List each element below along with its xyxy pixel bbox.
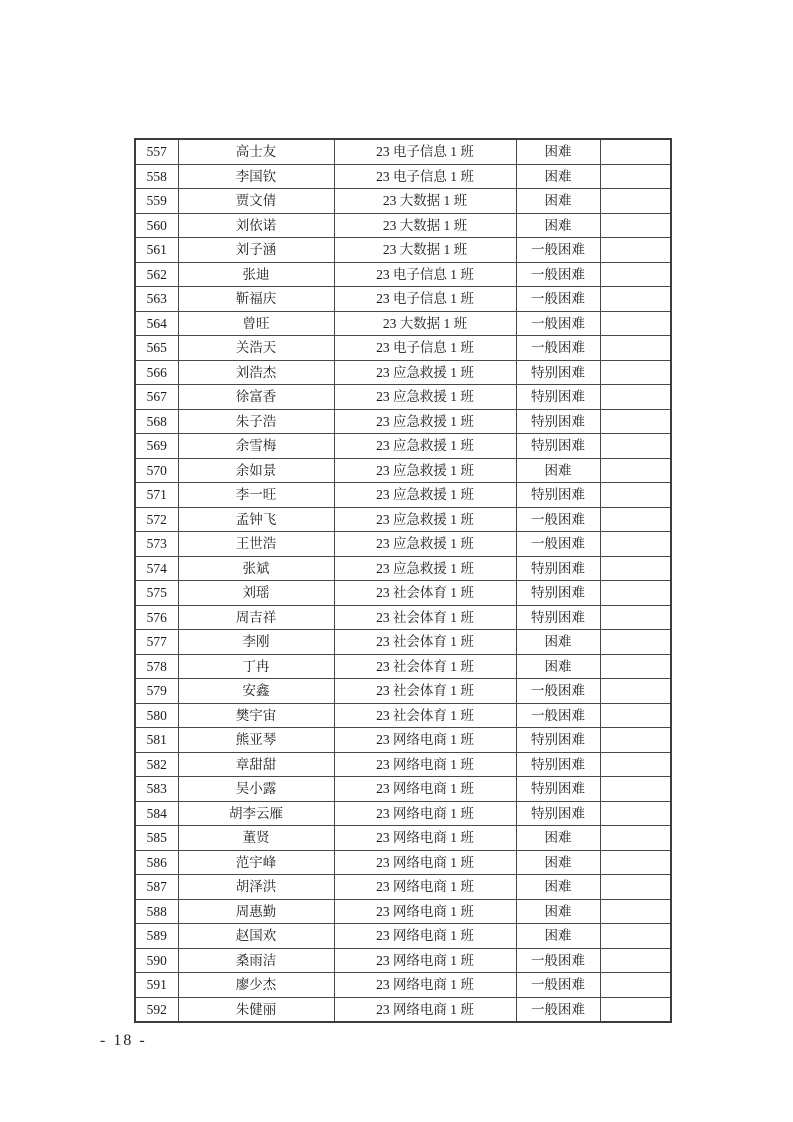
cell-class: 23 应急救援 1 班 bbox=[334, 409, 516, 434]
cell-level: 困难 bbox=[516, 630, 600, 655]
cell-class: 23 电子信息 1 班 bbox=[334, 287, 516, 312]
table-row bbox=[135, 434, 671, 459]
cell-blank bbox=[600, 262, 671, 287]
cell-blank bbox=[600, 360, 671, 385]
cell-level: 特别困难 bbox=[516, 434, 600, 459]
table-row bbox=[135, 164, 671, 189]
cell-blank bbox=[600, 630, 671, 655]
table-row bbox=[135, 728, 671, 753]
cell-name: 樊宇宙 bbox=[178, 703, 334, 728]
cell-blank bbox=[600, 948, 671, 973]
table-row bbox=[135, 483, 671, 508]
cell-blank bbox=[600, 973, 671, 998]
cell-level: 一般困难 bbox=[516, 997, 600, 1022]
table-row bbox=[135, 213, 671, 238]
cell-level: 特别困难 bbox=[516, 801, 600, 826]
cell-level: 一般困难 bbox=[516, 287, 600, 312]
cell-class: 23 应急救援 1 班 bbox=[334, 458, 516, 483]
cell-no: 565 bbox=[135, 336, 178, 361]
cell-name: 赵国欢 bbox=[178, 924, 334, 949]
table-row bbox=[135, 311, 671, 336]
cell-blank bbox=[600, 752, 671, 777]
cell-no: 561 bbox=[135, 238, 178, 263]
cell-blank bbox=[600, 703, 671, 728]
cell-level: 特别困难 bbox=[516, 360, 600, 385]
cell-blank bbox=[600, 605, 671, 630]
table-row bbox=[135, 777, 671, 802]
table-row bbox=[135, 605, 671, 630]
cell-name: 廖少杰 bbox=[178, 973, 334, 998]
table-row bbox=[135, 801, 671, 826]
cell-level: 困难 bbox=[516, 458, 600, 483]
cell-name: 周吉祥 bbox=[178, 605, 334, 630]
cell-no: 591 bbox=[135, 973, 178, 998]
cell-blank bbox=[600, 164, 671, 189]
table-row bbox=[135, 189, 671, 214]
cell-name: 张迪 bbox=[178, 262, 334, 287]
cell-no: 580 bbox=[135, 703, 178, 728]
cell-class: 23 应急救援 1 班 bbox=[334, 483, 516, 508]
cell-no: 579 bbox=[135, 679, 178, 704]
cell-class: 23 大数据 1 班 bbox=[334, 189, 516, 214]
table-row bbox=[135, 507, 671, 532]
cell-blank bbox=[600, 189, 671, 214]
cell-name: 章甜甜 bbox=[178, 752, 334, 777]
cell-class: 23 电子信息 1 班 bbox=[334, 139, 516, 164]
cell-no: 568 bbox=[135, 409, 178, 434]
cell-name: 桑雨洁 bbox=[178, 948, 334, 973]
cell-blank bbox=[600, 899, 671, 924]
table-row bbox=[135, 139, 671, 164]
cell-level: 特别困难 bbox=[516, 777, 600, 802]
cell-name: 安鑫 bbox=[178, 679, 334, 704]
table-row bbox=[135, 679, 671, 704]
cell-blank bbox=[600, 850, 671, 875]
cell-name: 李一旺 bbox=[178, 483, 334, 508]
cell-no: 569 bbox=[135, 434, 178, 459]
table-row bbox=[135, 654, 671, 679]
table-row bbox=[135, 556, 671, 581]
cell-class: 23 大数据 1 班 bbox=[334, 238, 516, 263]
cell-class: 23 社会体育 1 班 bbox=[334, 630, 516, 655]
cell-class: 23 应急救援 1 班 bbox=[334, 556, 516, 581]
table-row bbox=[135, 973, 671, 998]
cell-blank bbox=[600, 336, 671, 361]
table-row bbox=[135, 826, 671, 851]
cell-blank bbox=[600, 483, 671, 508]
cell-name: 李国钦 bbox=[178, 164, 334, 189]
cell-no: 577 bbox=[135, 630, 178, 655]
cell-class: 23 社会体育 1 班 bbox=[334, 605, 516, 630]
cell-blank bbox=[600, 213, 671, 238]
cell-level: 特别困难 bbox=[516, 556, 600, 581]
table-row bbox=[135, 409, 671, 434]
table-row bbox=[135, 875, 671, 900]
cell-class: 23 网络电商 1 班 bbox=[334, 728, 516, 753]
cell-level: 一般困难 bbox=[516, 507, 600, 532]
cell-blank bbox=[600, 679, 671, 704]
cell-no: 584 bbox=[135, 801, 178, 826]
table-row bbox=[135, 581, 671, 606]
cell-level: 一般困难 bbox=[516, 703, 600, 728]
cell-no: 587 bbox=[135, 875, 178, 900]
cell-name: 靳福庆 bbox=[178, 287, 334, 312]
cell-blank bbox=[600, 311, 671, 336]
cell-no: 581 bbox=[135, 728, 178, 753]
cell-level: 困难 bbox=[516, 850, 600, 875]
table-row bbox=[135, 924, 671, 949]
cell-class: 23 网络电商 1 班 bbox=[334, 899, 516, 924]
cell-name: 徐富香 bbox=[178, 385, 334, 410]
cell-no: 592 bbox=[135, 997, 178, 1022]
cell-no: 563 bbox=[135, 287, 178, 312]
table-row bbox=[135, 997, 671, 1022]
cell-no: 589 bbox=[135, 924, 178, 949]
cell-no: 558 bbox=[135, 164, 178, 189]
cell-class: 23 社会体育 1 班 bbox=[334, 679, 516, 704]
table-row bbox=[135, 532, 671, 557]
cell-no: 588 bbox=[135, 899, 178, 924]
cell-name: 熊亚琴 bbox=[178, 728, 334, 753]
cell-level: 一般困难 bbox=[516, 973, 600, 998]
cell-name: 关浩天 bbox=[178, 336, 334, 361]
cell-level: 一般困难 bbox=[516, 262, 600, 287]
cell-blank bbox=[600, 801, 671, 826]
cell-no: 566 bbox=[135, 360, 178, 385]
cell-name: 刘依诺 bbox=[178, 213, 334, 238]
cell-no: 578 bbox=[135, 654, 178, 679]
cell-no: 560 bbox=[135, 213, 178, 238]
table-row bbox=[135, 752, 671, 777]
cell-class: 23 电子信息 1 班 bbox=[334, 262, 516, 287]
student-table-body bbox=[135, 139, 671, 1022]
cell-class: 23 应急救援 1 班 bbox=[334, 434, 516, 459]
cell-level: 困难 bbox=[516, 164, 600, 189]
table-row bbox=[135, 360, 671, 385]
cell-class: 23 大数据 1 班 bbox=[334, 311, 516, 336]
cell-blank bbox=[600, 654, 671, 679]
cell-name: 范宇峰 bbox=[178, 850, 334, 875]
table-row bbox=[135, 287, 671, 312]
cell-no: 567 bbox=[135, 385, 178, 410]
table-row bbox=[135, 385, 671, 410]
cell-blank bbox=[600, 532, 671, 557]
cell-name: 胡泽洪 bbox=[178, 875, 334, 900]
cell-no: 570 bbox=[135, 458, 178, 483]
cell-level: 特别困难 bbox=[516, 385, 600, 410]
cell-blank bbox=[600, 556, 671, 581]
table-row bbox=[135, 262, 671, 287]
cell-name: 曾旺 bbox=[178, 311, 334, 336]
cell-level: 特别困难 bbox=[516, 581, 600, 606]
cell-no: 559 bbox=[135, 189, 178, 214]
student-table bbox=[134, 138, 672, 1023]
cell-level: 一般困难 bbox=[516, 311, 600, 336]
cell-level: 一般困难 bbox=[516, 336, 600, 361]
page-number: - 18 - bbox=[100, 1032, 147, 1049]
cell-no: 572 bbox=[135, 507, 178, 532]
table-row bbox=[135, 703, 671, 728]
cell-blank bbox=[600, 287, 671, 312]
cell-level: 一般困难 bbox=[516, 532, 600, 557]
cell-class: 23 大数据 1 班 bbox=[334, 213, 516, 238]
cell-no: 557 bbox=[135, 139, 178, 164]
cell-blank bbox=[600, 458, 671, 483]
cell-blank bbox=[600, 777, 671, 802]
cell-no: 590 bbox=[135, 948, 178, 973]
cell-class: 23 网络电商 1 班 bbox=[334, 997, 516, 1022]
cell-blank bbox=[600, 238, 671, 263]
cell-name: 王世浩 bbox=[178, 532, 334, 557]
cell-level: 一般困难 bbox=[516, 948, 600, 973]
cell-name: 胡李云雁 bbox=[178, 801, 334, 826]
cell-class: 23 网络电商 1 班 bbox=[334, 752, 516, 777]
cell-no: 575 bbox=[135, 581, 178, 606]
cell-name: 张斌 bbox=[178, 556, 334, 581]
cell-class: 23 应急救援 1 班 bbox=[334, 507, 516, 532]
cell-blank bbox=[600, 826, 671, 851]
cell-blank bbox=[600, 507, 671, 532]
cell-no: 582 bbox=[135, 752, 178, 777]
cell-blank bbox=[600, 139, 671, 164]
cell-no: 585 bbox=[135, 826, 178, 851]
cell-name: 余雪梅 bbox=[178, 434, 334, 459]
cell-level: 特别困难 bbox=[516, 409, 600, 434]
cell-name: 朱健丽 bbox=[178, 997, 334, 1022]
cell-name: 高士友 bbox=[178, 139, 334, 164]
cell-blank bbox=[600, 875, 671, 900]
cell-name: 朱子浩 bbox=[178, 409, 334, 434]
table-row bbox=[135, 630, 671, 655]
cell-no: 576 bbox=[135, 605, 178, 630]
cell-name: 余如景 bbox=[178, 458, 334, 483]
cell-blank bbox=[600, 728, 671, 753]
cell-class: 23 社会体育 1 班 bbox=[334, 654, 516, 679]
cell-class: 23 网络电商 1 班 bbox=[334, 948, 516, 973]
cell-blank bbox=[600, 409, 671, 434]
cell-blank bbox=[600, 385, 671, 410]
cell-level: 一般困难 bbox=[516, 238, 600, 263]
table-row bbox=[135, 948, 671, 973]
cell-class: 23 社会体育 1 班 bbox=[334, 703, 516, 728]
table-row bbox=[135, 238, 671, 263]
cell-class: 23 应急救援 1 班 bbox=[334, 532, 516, 557]
cell-class: 23 应急救援 1 班 bbox=[334, 360, 516, 385]
cell-class: 23 网络电商 1 班 bbox=[334, 850, 516, 875]
cell-name: 贾文倩 bbox=[178, 189, 334, 214]
cell-class: 23 网络电商 1 班 bbox=[334, 973, 516, 998]
cell-no: 583 bbox=[135, 777, 178, 802]
cell-no: 571 bbox=[135, 483, 178, 508]
cell-blank bbox=[600, 434, 671, 459]
cell-level: 特别困难 bbox=[516, 483, 600, 508]
cell-name: 周惠勤 bbox=[178, 899, 334, 924]
cell-class: 23 电子信息 1 班 bbox=[334, 336, 516, 361]
cell-level: 困难 bbox=[516, 899, 600, 924]
cell-name: 吴小露 bbox=[178, 777, 334, 802]
cell-level: 困难 bbox=[516, 875, 600, 900]
cell-name: 李刚 bbox=[178, 630, 334, 655]
cell-class: 23 电子信息 1 班 bbox=[334, 164, 516, 189]
cell-name: 刘子涵 bbox=[178, 238, 334, 263]
cell-name: 孟钟飞 bbox=[178, 507, 334, 532]
cell-level: 特别困难 bbox=[516, 605, 600, 630]
table-row bbox=[135, 850, 671, 875]
table-row bbox=[135, 899, 671, 924]
cell-name: 董贤 bbox=[178, 826, 334, 851]
table-row bbox=[135, 336, 671, 361]
cell-name: 刘浩杰 bbox=[178, 360, 334, 385]
cell-level: 困难 bbox=[516, 189, 600, 214]
cell-level: 特别困难 bbox=[516, 752, 600, 777]
table-row bbox=[135, 458, 671, 483]
cell-blank bbox=[600, 581, 671, 606]
cell-class: 23 网络电商 1 班 bbox=[334, 826, 516, 851]
cell-class: 23 网络电商 1 班 bbox=[334, 801, 516, 826]
cell-class: 23 应急救援 1 班 bbox=[334, 385, 516, 410]
cell-class: 23 网络电商 1 班 bbox=[334, 875, 516, 900]
cell-class: 23 社会体育 1 班 bbox=[334, 581, 516, 606]
cell-level: 特别困难 bbox=[516, 728, 600, 753]
cell-blank bbox=[600, 924, 671, 949]
cell-level: 困难 bbox=[516, 654, 600, 679]
cell-class: 23 网络电商 1 班 bbox=[334, 924, 516, 949]
cell-no: 574 bbox=[135, 556, 178, 581]
cell-no: 562 bbox=[135, 262, 178, 287]
cell-level: 困难 bbox=[516, 213, 600, 238]
cell-level: 一般困难 bbox=[516, 679, 600, 704]
cell-blank bbox=[600, 997, 671, 1022]
cell-name: 刘瑶 bbox=[178, 581, 334, 606]
cell-level: 困难 bbox=[516, 826, 600, 851]
cell-no: 573 bbox=[135, 532, 178, 557]
cell-level: 困难 bbox=[516, 139, 600, 164]
cell-no: 586 bbox=[135, 850, 178, 875]
cell-name: 丁冉 bbox=[178, 654, 334, 679]
cell-class: 23 网络电商 1 班 bbox=[334, 777, 516, 802]
cell-level: 困难 bbox=[516, 924, 600, 949]
cell-no: 564 bbox=[135, 311, 178, 336]
